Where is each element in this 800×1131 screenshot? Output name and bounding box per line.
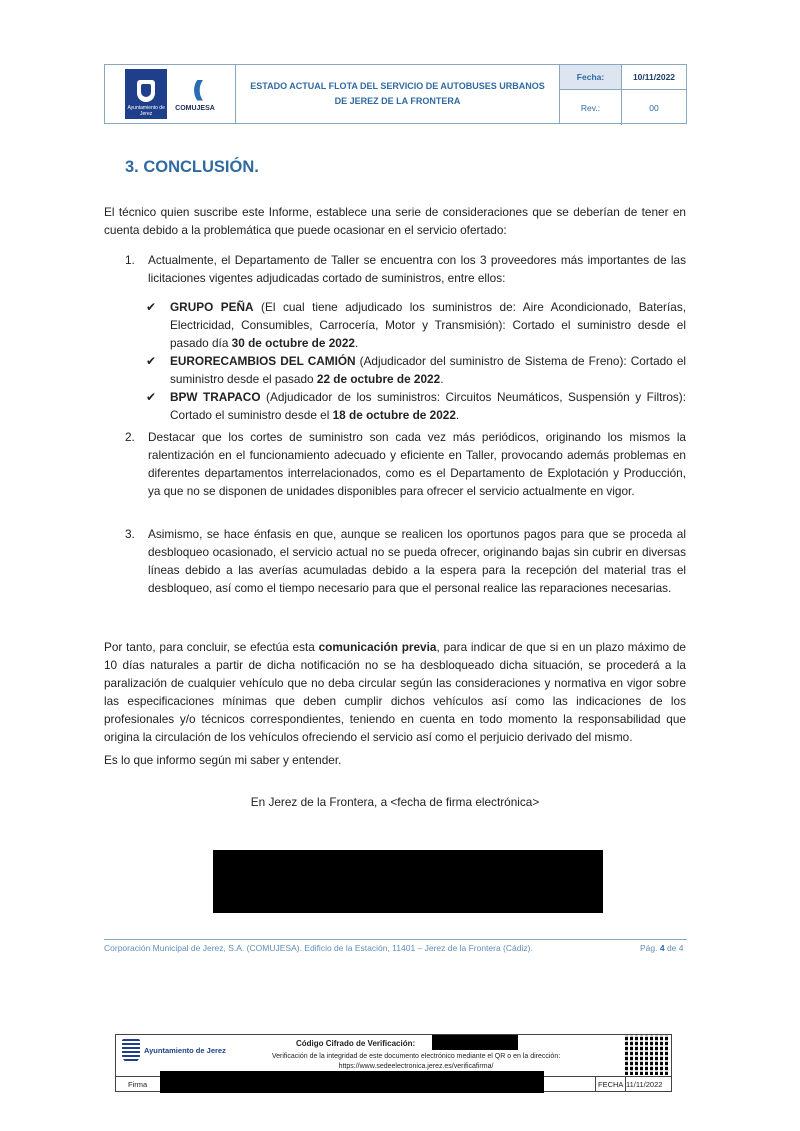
qr-code-icon xyxy=(625,1035,669,1075)
list-item-3 xyxy=(125,525,686,597)
redacted-signer xyxy=(160,1071,544,1093)
conclusion-post: , para indicar de que si en un plazo máximo de 10 días naturales a partir de dicha notificación no se ha desbloqueado dicha situación, se procederá a la paralización de cualquier vehículo que no deba circular según las consideraciones y normativa en vigor sobre las especificaciones mínimas que deben cumplir dichos vehículos así como las indicaciones de los profesionales y/o técnicos correspondientes, teniendo en cuenta en todo momento la responsabilidad que origina la circulación de los vehículos ofreciendo el servicio así como el perjuicio derivado del mismo. xyxy=(104,640,686,744)
page-current: 4 xyxy=(659,943,665,953)
page-number xyxy=(640,943,684,953)
fecha-value: 10/11/2022 xyxy=(622,65,686,90)
verification-url[interactable]: https://www.sedeelectronica.jerez.es/verificafirma/ xyxy=(338,1063,494,1070)
intro-paragraph: El técnico quien suscribe este Informe, establece una serie de consideraciones que se deberían de tener en cuenta debido a la problemática que puede ocasionar en el servicio ofertado: xyxy=(104,205,686,237)
rev-value: 00 xyxy=(649,102,659,113)
page-suffix: de 4 xyxy=(664,943,684,953)
comujesa-logo-text: COMUJESA xyxy=(175,104,215,112)
supplier-item xyxy=(146,298,686,352)
supplier-list xyxy=(146,298,686,424)
place-date: En Jerez de la Frontera, a <fecha de firma electrónica> xyxy=(250,795,540,809)
crest-icon xyxy=(137,80,155,102)
supplier-text xyxy=(170,352,686,388)
rev-label: Rev.: xyxy=(560,90,622,125)
firma-label: Firma xyxy=(128,1080,148,1089)
header-title xyxy=(236,65,560,123)
header-logos xyxy=(105,65,236,123)
supplier-desc: (El cual tiene adjudicado los suministros de: Aire Acondicionado, Baterías, Electricidad, Consumibles, Carrocería, Motor y Transmisión): Cortado el suministro desde el pasado día xyxy=(170,300,686,350)
supplier-name: BPW TRAPACO xyxy=(170,390,261,404)
list-item-number: 1. xyxy=(125,253,135,267)
section-title: 3. CONCLUSIÓN. xyxy=(125,158,259,176)
list-item-text: Destacar que los cortes de suministro son cada vez más periódicos, originando los mismos la ralentización en el funcionamiento adecuado y eficiente en Taller, provocando además problemas en diferentes departamentos interrelacionados, como es el Departamento de Explotación y Producción, ya que no se disponen de unidades disponibles para ofrecer el servicio actualmente en vigor. xyxy=(148,430,686,498)
ayuntamiento-logo xyxy=(125,69,167,119)
header-title-line1: ESTADO ACTUAL FLOTA DEL SERVICIO DE AUTOBUSES URBANOS xyxy=(250,81,545,91)
ayuntamiento-logo-text: Ayuntamiento de Jerez xyxy=(127,105,165,117)
verification-title: Código Cifrado de Verificación: xyxy=(296,1039,416,1048)
supplier-desc: (Adjudicador del suministro de Sistema de Freno): Cortado el suministro desde el pasado xyxy=(170,354,687,386)
check-icon: ✔ xyxy=(146,390,157,404)
fecha-label: Fecha: xyxy=(560,65,622,90)
verification-logo-text: Ayuntamiento de Jerez xyxy=(144,1046,226,1055)
verification-text: Verificación de la integridad de este documento electrónico mediante el QR o en la dirección: xyxy=(271,1053,561,1060)
supplier-end: . xyxy=(354,336,359,350)
conclusion-pre: Por tanto, para concluir, se efectúa esta xyxy=(104,640,319,654)
list-item-1 xyxy=(125,251,686,287)
check-icon: ✔ xyxy=(146,300,157,314)
list-item-text: Asimismo, se hace énfasis en que, aunque se realicen los oportunos pagos para que se proceda al desbloqueo ocasionado, el servicio actual no se pueda ofrecer, originando bajas sin cubrir en diversas líneas debido a las averías acumuladas debido a la espera para la recepción del material tras el desbloqueo, así como el tiempo necesario para que el personal realice las reparaciones necesarias. xyxy=(148,527,686,595)
crest-icon xyxy=(122,1039,140,1063)
supplier-name: EURORECAMBIOS DEL CAMIÓN xyxy=(170,354,356,368)
supplier-date: 22 de octubre de 2022 xyxy=(316,372,441,386)
closing-sentence: Es lo que informo según mi saber y entender. xyxy=(104,753,342,767)
list-item-2 xyxy=(125,428,686,500)
header-meta xyxy=(560,65,686,123)
page-prefix: Pág. xyxy=(640,943,660,953)
conclusion-paragraph xyxy=(104,638,686,746)
list-item-text: Actualmente, el Departamento de Taller se encuentra con los 3 proveedores más importantes de las licitaciones vigentes adjudicadas cortado de suministros, entre ellos: xyxy=(148,253,686,285)
header-title-line2: DE JEREZ DE LA FRONTERA xyxy=(334,96,461,106)
list-item-number: 3. xyxy=(125,527,135,541)
supplier-item xyxy=(146,388,686,424)
supplier-date: 30 de octubre de 2022 xyxy=(231,336,355,350)
supplier-name: GRUPO PEÑA xyxy=(170,300,254,314)
verification-logo xyxy=(122,1039,226,1063)
redacted-signature xyxy=(213,850,603,913)
comujesa-logo xyxy=(175,77,215,112)
comujesa-mark-icon: ((( xyxy=(193,75,197,101)
fecha-value: 11/11/2022 xyxy=(626,1080,663,1089)
supplier-date: 18 de octubre de 2022 xyxy=(332,408,456,422)
supplier-text xyxy=(170,298,686,352)
supplier-desc: (Adjudicador de los suministros: Circuitos Neumáticos, Suspensión y Filtros): Cortado el suministro desde el xyxy=(170,390,686,422)
fecha-label: FECHA xyxy=(595,1077,626,1092)
footer-address: Corporación Municipal de Jerez, S.A. (COMUJESA). Edificio de la Estación, 11401 – Jerez de la Frontera (Cádiz). xyxy=(104,943,533,953)
supplier-item xyxy=(146,352,686,388)
list-item-number: 2. xyxy=(125,430,135,444)
conclusion-bold: comunicación previa xyxy=(318,640,437,654)
supplier-end: . xyxy=(440,372,444,386)
footer-divider xyxy=(104,939,687,940)
supplier-end: . xyxy=(455,408,460,422)
check-icon: ✔ xyxy=(146,354,157,368)
document-header xyxy=(104,64,687,124)
supplier-text xyxy=(170,388,686,424)
redacted-code xyxy=(432,1035,518,1050)
